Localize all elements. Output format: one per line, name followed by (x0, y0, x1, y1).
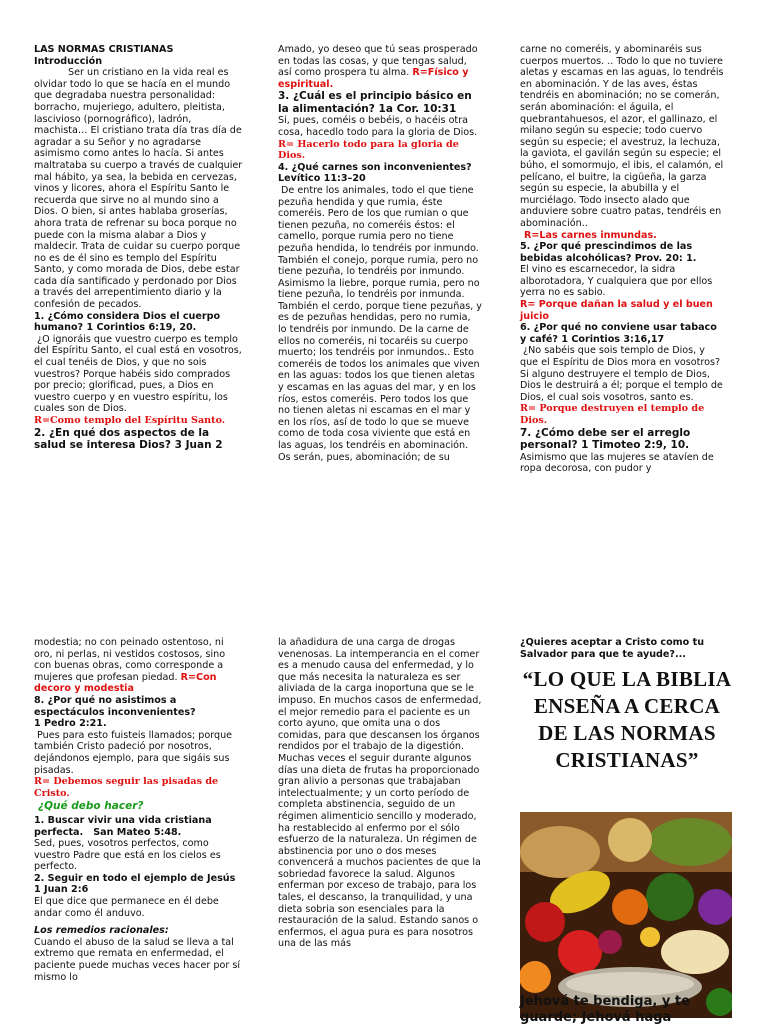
question-6-verse: ¿No sabéis que sois templo de Dios, y que el Espíritu de Dios mora en vosotros? Si alguno destruyere el templo de Dios, Dios le destruirá a él; porque el templo de Dios, el cual sois vosotros, santo es. (520, 345, 723, 403)
question-6: 6. ¿Por qué no conviene usar tabaco y café? 1 Corintios 3:16,17 (520, 322, 717, 345)
duty-1 (34, 815, 244, 838)
question-4-verse: De entre los animales, todo el que tiene pezuña hendida y que rumia, éste comeréis. Pero de los que rumian o que tienen pezuña, no comeréis éstos: el camello, porque rumia pero no tiene pezuña hendida, lo tendréis por inmundo. También el conejo, porque rumia, pero no tiene pezuña, lo tendréis por inmundo. Asimismo la liebre, porque rumia, pero no tiene pezuña, lo tendréis por inmunda. También el cerdo, porque tiene pezuñas, y es de pezuñas hendidas, pero no rumia, lo tendréis por inmundo. De la carne de ellos no comeréis, ni tocaréis su cuerpo muerto; los tendréis por inmundos.. Esto comeréis de todos los animales que viven en las aguas: todos los que tienen aletas y escamas en las aguas del mar, y en los ríos, estos comeréis. Pero todos los que no tienen aletas ni escamas en el mar y en los ríos, así de todo lo que se mueve como de toda cosa viviente que está en las aguas, los tendréis en abominación. Os serán, pues, abominación; de su (278, 184, 482, 463)
blessing-text: Jehová te bendiga, y te guarde; Jehová haga (520, 994, 690, 1025)
remedies-paragraph-continued: la añadidura de una carga de drogas venenosas. La intemperancia en el comer es a menudo causa del enfermedad, y lo que más necesita la naturaleza es ser aliviada de la carga inoportuna que se le impuso. En muchos casos de enfermedad, el mejor remedio para el paciente es un corto ayuno, que omita una o dos comidas, para que descansen los órganos rendidos por el trabajo de la digestión. Muchas veces el seguir durante algunos días una dieta de frutas ha proporcionado gran alivio a personas que trabajaban intelectualmente; y un corto período de completa abstinencia, seguido de un régimen alimenticio sencillo y moderado, ha restablecido al enfermo por el sólo esfuerzo de la naturaleza. Un régimen de abstinencia por uno o dos meses convencerá a muchos pacientes de que la sobriedad favorece la salud. Algunos enferman por exceso de trabajo, para los tales, el descanso, la tranquilidad, y una dieta sobria son esenciales para la restauración de la salud. Estando sanos o enfermos, el agua pura es para nosotros una de las más (278, 637, 482, 950)
duty-1-verse: Sed, pues, vosotros perfectos, como vuestro Padre que está en los cielos es perfecto. (34, 838, 221, 873)
remedies-heading: Los remedios racionales: (34, 925, 169, 937)
duty-2: 2. Seguir en todo el ejemplo de Jesús 1 Juan 2:6 (34, 872, 236, 896)
column-5 (278, 637, 482, 950)
document-title: LAS NORMAS CRISTIANAS (34, 44, 174, 55)
invitation-text: ¿Quieres aceptar a Cristo como tu Salvador para que te ayude?... (520, 637, 705, 660)
question-5: 5. ¿Por qué prescindimos de las bebidas alcohólicas? Prov. 20: 1. (520, 241, 697, 264)
fruits-vegetables-illustration (520, 812, 732, 1018)
column-2 (278, 44, 482, 463)
question-8: 8. ¿Por qué no asistimos a espectáculos inconvenientes? (34, 694, 196, 718)
duty-1-text: 1. Buscar vivir una vida cristiana perfecta. (34, 814, 212, 838)
duty-1-ref: San Mateo 5:48. (93, 826, 182, 838)
question-3 (278, 90, 482, 115)
column-6 (520, 637, 734, 774)
question-7-verse-text: modestia; no con peinado ostentoso, ni oro, ni perlas, ni vestidos costosos, sino con buenas obras, como corresponde a mujeres que profesan piedad. (34, 637, 226, 683)
answer-8: R= Debemos seguir las pisadas de Cristo. (34, 776, 219, 799)
remedies-paragraph: Cuando el abuso de la salud se lleva a tal extremo que remata en enfermedad, el paciente puede muchas veces hacer por sí mismo lo (34, 936, 240, 983)
answer-1: R=Como templo del Espíritu Santo. (34, 415, 226, 426)
intro-heading: Introducción (34, 55, 103, 67)
answer-4: R=Las carnes inmundas. (524, 229, 657, 241)
question-2-verse (278, 44, 482, 90)
question-4: 4. ¿Qué carnes son inconvenientes? Levítico 11:3–20 (278, 161, 472, 185)
question-1: 1. ¿Cómo considera Dios el cuerpo humano? 1 Corintios 6:19, 20. (34, 310, 221, 334)
column-1 (34, 44, 244, 452)
cover-title: “LO QUE LA BIBLIA ENSEÑA A CERCA DE LAS NORMAS CRISTIANAS” (522, 667, 732, 773)
answer-5: R= Porque dañan la salud y el buen juicio (520, 299, 713, 322)
question-3-verse (278, 115, 482, 161)
intro-paragraph: Ser un cristiano en la vida real es olvidar todo lo que se hacía en el mundo que degradaba nuestra personalidad: borracho, mujeriego, adultero, pleitista, lascivioso (pornográfico), ladrón, machista… El cristiano trata día tras día de agradar a su Señor y no agradarse asimismo como antes lo hacía. Si antes maltrataba su cuerpo a través de cualquier mal hábito, ya sea, la bebida en cervezas, vinos y licores, ahora el Espíritu Santo le recuerda que sirve no al mundo sino a Dios. O bien, si antes hablaba groserías, ahora trata de refrenar su boca porque no puede con la misma alabar a Dios y maldecir. Trata de cuidar su cuerpo porque no es de él sino es templo del Espíritu Santo, y como morada de Dios, debe estar cada día santificado y perdonado por Dios a través del arrepentimiento diario y la confesión de pecados. (34, 67, 243, 311)
food-image (520, 812, 732, 1018)
question-2: 2. ¿En qué dos aspectos de la salud se interesa Dios? 3 Juan 2 (34, 426, 223, 452)
answer-3: R= Hacerlo todo para la gloria de Dios. (278, 138, 459, 162)
question-3-text: 3. ¿Cuál es el principio básico en la alimentación? (278, 90, 472, 115)
column-4 (34, 637, 244, 983)
question-7-verse-continued (34, 637, 244, 695)
question-3-verse-text: Si, pues, coméis o bebéis, o hacéis otra cosa, hacedlo todo para la gloria de Dios. (278, 115, 478, 138)
question-8-verse: Pues para esto fuisteis llamados; porque también Cristo padeció por nosotros, dejándonos ejemplo, para que sigáis sus pisadas. (34, 729, 233, 776)
question-1-verse: ¿O ignoráis que vuestro cuerpo es templo del Espíritu Santo, el cual está en vosotros, el cual tenéis de Dios, y que no sois vuestros? Porque habéis sido comprados por precio; glorificad, pues, a Dios en vuestro cuerpo y en vuestro espíritu, los cuales son de Dios. (34, 333, 242, 415)
question-2-verse-text: Amado, yo deseo que tú seas prosperado en todas las cosas, y que tengas salud, así como prospera tu alma. (278, 44, 478, 79)
answer-2: R=Físico y espiritual. (278, 67, 469, 90)
question-8-ref: 1 Pedro 2:21. (34, 718, 107, 730)
answer-7: R=Con decoro y modestia (34, 671, 217, 695)
question-3-ref: 1a Cor. 10:31 (378, 102, 457, 115)
question-4-verse-continued: carne no comeréis, y abominaréis sus cuerpos muertos. .. Todo lo que no tuviere aletas y escamas en las aguas, lo tendréis en abominación. Y de las aves, éstas tendréis en abominación; no se comerán, serán abominación: el águila, el quebrantahuesos, el azor, el gallinazo, el milano según su especie; todo cuervo según su especie; el avestruz, la lechuza, la gaviota, el gavilán según su especie; el búho, el somormujo, el ibis, el calamón, el pelícano, el buitre, la cigüeña, la garza según su especie, la abubilla y el murciélago. Todo insecto alado que anduviere sobre cuatro patas, tendréis en abominación.. (520, 44, 724, 229)
question-7-verse: Asimismo que las mujeres se atavíen de ropa decorosa, con pudor y (520, 451, 714, 475)
what-to-do-heading: ¿Qué debo hacer? (38, 800, 144, 813)
duty-2-verse: El que dice que permanece en él debe andar como él anduvo. (34, 896, 219, 919)
question-7: 7. ¿Cómo debe ser el arreglo personal? 1 Timoteo 2:9, 10. (520, 426, 691, 452)
answer-6: R= Porque destruyen el templo de Dios. (520, 403, 705, 426)
column-3 (520, 44, 726, 475)
question-5-verse: El vino es escarnecedor, la sidra alborotadora, Y cualquiera que por ellos yerra no es sabio. (520, 264, 713, 299)
